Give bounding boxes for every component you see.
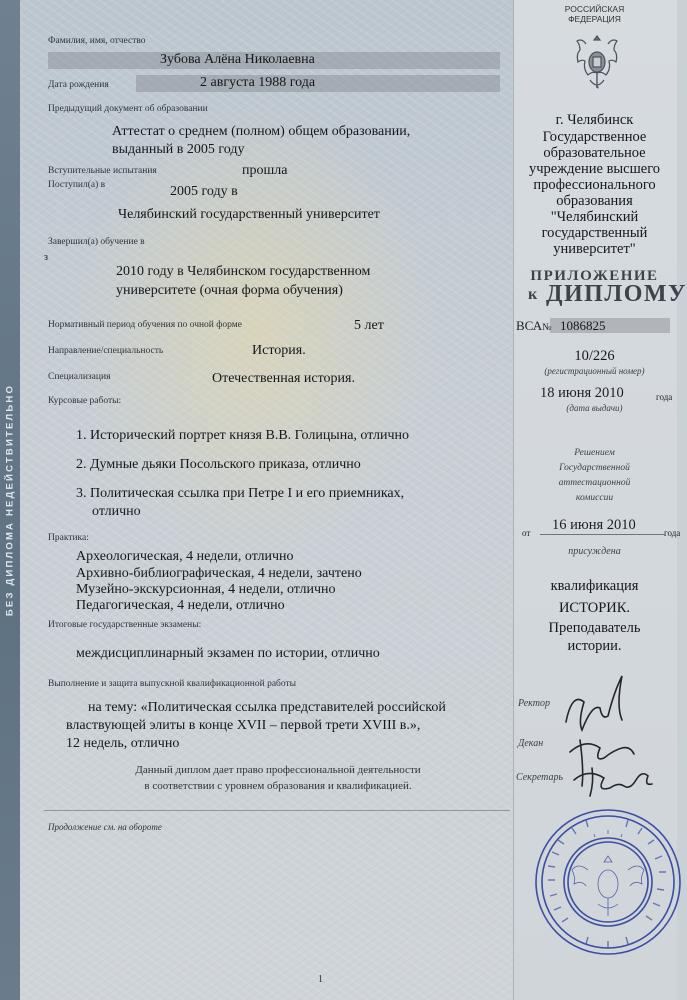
signatures (556, 660, 666, 810)
secretary-label: Секретарь (516, 772, 564, 783)
entrance-value: прошла (242, 163, 288, 178)
name-label: Фамилия, имя, отчество (48, 36, 146, 46)
specialization-label: Специализация (48, 372, 111, 382)
completed-mark: з (44, 252, 48, 263)
decision-year-word: года (664, 528, 681, 538)
practice-item: Педагогическая, 4 недели, отлично (76, 598, 285, 613)
validity-band-text: БЕЗ ДИПЛОМА НЕДЕЙСТВИТЕЛЬНО (4, 383, 16, 617)
decision-date: 16 июня 2010 (552, 517, 636, 533)
practice-label: Практика: (48, 533, 89, 543)
country-line: ФЕДЕРАЦИЯ (568, 14, 621, 24)
issue-date-label: (дата выдачи) (566, 403, 623, 413)
enrolled-year: 2005 году в (170, 184, 238, 199)
direction-value: История. (252, 343, 306, 358)
prev-doc-line1: Аттестат о среднем (полном) общем образовании, (112, 124, 411, 139)
practice-item: Музейно-экскурсионная, 4 недели, отлично (76, 582, 336, 597)
thesis-label: Выполнение и защита выпускной квалификационной работы (48, 679, 297, 689)
qualification-line: Преподаватель (548, 620, 641, 636)
rights-line: в соответствии с уровнем образования и квалификацией. (144, 780, 412, 792)
appendix-diploma: ДИПЛОМУ (546, 281, 687, 307)
dean-label: Декан (518, 738, 544, 749)
series-no-sign: № (542, 322, 552, 333)
prev-doc-line2: выданный в 2005 году (112, 142, 245, 157)
thesis-line: властвующей элиты в конце XVII – первой трети XVIII в.», (66, 718, 421, 733)
country-line: РОССИЙСКАЯ (564, 4, 625, 14)
institution-line: учреждение высшего (528, 161, 661, 177)
validity-band (0, 0, 20, 1000)
practice-item: Археологическая, 4 недели, отлично (76, 549, 294, 564)
specialization-value: Отечественная история. (212, 371, 355, 386)
decision-line: аттестационной (558, 478, 631, 488)
rector-label: Ректор (518, 698, 550, 709)
appendix-k: к (528, 286, 538, 303)
completed-line2: университете (очная форма обучения) (116, 283, 343, 298)
institution-line: г. Челябинск (555, 112, 634, 128)
coursework-label: Курсовые работы: (48, 396, 122, 406)
entrance-label: Вступительные испытания (48, 166, 157, 176)
exams-label: Итоговые государственные экзамены: (48, 620, 202, 630)
page-number: 1 (318, 974, 323, 985)
thesis-line: на тему: «Политическая ссылка представителей российской (88, 700, 446, 715)
institution-line: образовательное (543, 145, 646, 161)
coursework-item: 1. Исторический портрет князя В.В. Голицына, отлично (76, 428, 410, 443)
appendix-title: ПРИЛОЖЕНИЕ (530, 268, 659, 284)
from-label: от (522, 528, 531, 538)
awarded-label: присуждена (568, 546, 621, 557)
dob-value: 2 августа 1988 года (136, 75, 500, 92)
divider (44, 810, 510, 811)
direction-label: Направление/специальность (48, 346, 164, 356)
institution-line: "Челябинский (550, 209, 639, 225)
exams-value: междисциплинарный экзамен по истории, отлично (76, 646, 380, 661)
completed-line1: 2010 году в Челябинском государственном (116, 264, 371, 279)
qualification-value: ИСТОРИК. (558, 600, 631, 616)
series-label (516, 318, 552, 334)
qualification-label: квалификация (550, 578, 639, 594)
diploma-number: 1086825 (550, 318, 670, 333)
thesis-line: 12 недель, отлично (66, 736, 180, 751)
practice-item: Архивно-библиографическая, 4 недели, зачтено (76, 566, 362, 581)
decision-line: комиссии (575, 493, 614, 503)
double-headed-eagle-icon (572, 30, 622, 94)
decision-line: Государственной (559, 463, 630, 473)
institution-line: государственный (541, 225, 648, 241)
official-round-seal (528, 800, 674, 964)
series-code: ВСА (516, 318, 543, 333)
enrolled-university: Челябинский государственный университет (118, 207, 380, 222)
dob-label: Дата рождения (48, 80, 109, 90)
decision-line: Решением (574, 448, 615, 458)
rights-line: Данный диплом дает право профессиональной деятельности (135, 764, 421, 776)
period-value: 5 лет (354, 318, 384, 333)
issue-date: 18 июня 2010 (540, 385, 624, 401)
coursework-item: отлично (92, 504, 141, 519)
institution-line: Государственное (542, 129, 647, 145)
coursework-item: 3. Политическая ссылка при Петре I и его приемниках, (76, 486, 405, 501)
period-label: Нормативный период обучения по очной форме (48, 320, 243, 330)
name-value: Зубова Алёна Николаевна (48, 52, 500, 69)
institution-line: образования (556, 193, 633, 209)
qualification-line: истории. (567, 638, 622, 654)
completed-label: Завершил(а) обучение в (48, 237, 145, 247)
reg-number-label: (регистрационный номер) (544, 366, 645, 376)
prev-doc-label: Предыдущий документ об образовании (48, 104, 208, 114)
coursework-item: 2. Думные дьяки Посольского приказа, отлично (76, 457, 361, 472)
reg-number: 10/226 (574, 348, 615, 364)
institution-line: университет" (553, 241, 636, 257)
institution-line: профессионального (533, 177, 656, 193)
continuation-note: Продолжение см. на обороте (48, 822, 162, 832)
issue-year-word: года (656, 392, 673, 402)
enrolled-label: Поступил(а) в (48, 180, 106, 190)
country-heading (513, 4, 676, 24)
date-underline (540, 534, 665, 535)
